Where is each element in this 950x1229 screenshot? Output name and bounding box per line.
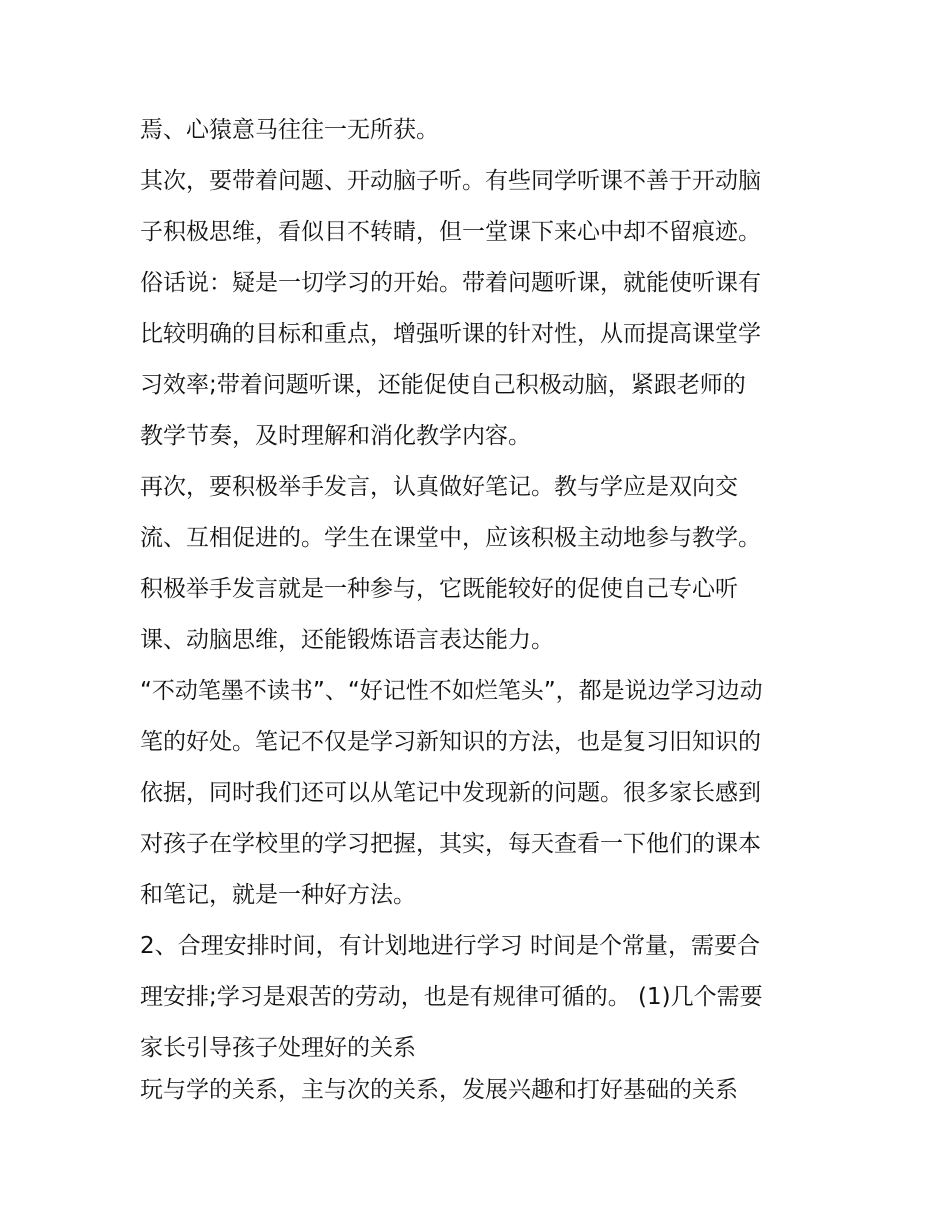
text-line: 和笔记，就是一种好方法。 [140, 882, 416, 908]
text-line: 依据，同时我们还可以从笔记中发现新的问题。很多家长感到 [140, 780, 761, 806]
body-text [140, 108, 830, 1119]
text-line: “不动笔墨不读书”、“好记性不如烂笔头”，都是说边学习边动 [140, 678, 763, 704]
text-line: 比较明确的目标和重点，增强听课的针对性，从而提高课堂学 [140, 321, 761, 347]
text-line: 焉、心猿意马往往一无所获。 [140, 117, 439, 143]
text-line: 教学节奏，及时理解和消化教学内容。 [140, 423, 531, 449]
text-line: 再次，要积极举手发言，认真做好笔记。教与学应是双向交 [140, 474, 738, 500]
text-line: 对孩子在学校里的学习把握，其实，每天查看一下他们的课本 [140, 831, 761, 857]
text-line: 笔的好处。笔记不仅是学习新知识的方法，也是复习旧知识的 [140, 729, 761, 755]
text-line: 2、合理安排时间，有计划地进行学习 时间是个常量，需要合 [140, 933, 760, 959]
text-line: 子积极思维，看似目不转睛，但一堂课下来心中却不留痕迹。 [140, 219, 761, 245]
text-line: 其次，要带着问题、开动脑子听。有些同学听课不善于开动脑 [140, 168, 761, 194]
text-line: 俗话说：疑是一切学习的开始。带着问题听课，就能使听课有 [140, 270, 761, 296]
text-line: 理安排;学习是艰苦的劳动，也是有规律可循的。 (1)几个需要 [140, 984, 763, 1010]
text-line: 积极举手发言就是一种参与，它既能较好的促使自己专心听 [140, 576, 738, 602]
text-line: 家长引导孩子处理好的关系 [140, 1035, 416, 1061]
text-line: 习效率;带着问题听课，还能促使自己积极动脑，紧跟老师的 [140, 372, 746, 398]
text-line: 玩与学的关系，主与次的关系，发展兴趣和打好基础的关系 [140, 1077, 738, 1103]
text-line: 课、动脑思维，还能锻炼语言表达能力。 [140, 627, 554, 653]
text-line: 流、互相促进的。学生在课堂中，应该积极主动地参与教学。 [140, 525, 761, 551]
